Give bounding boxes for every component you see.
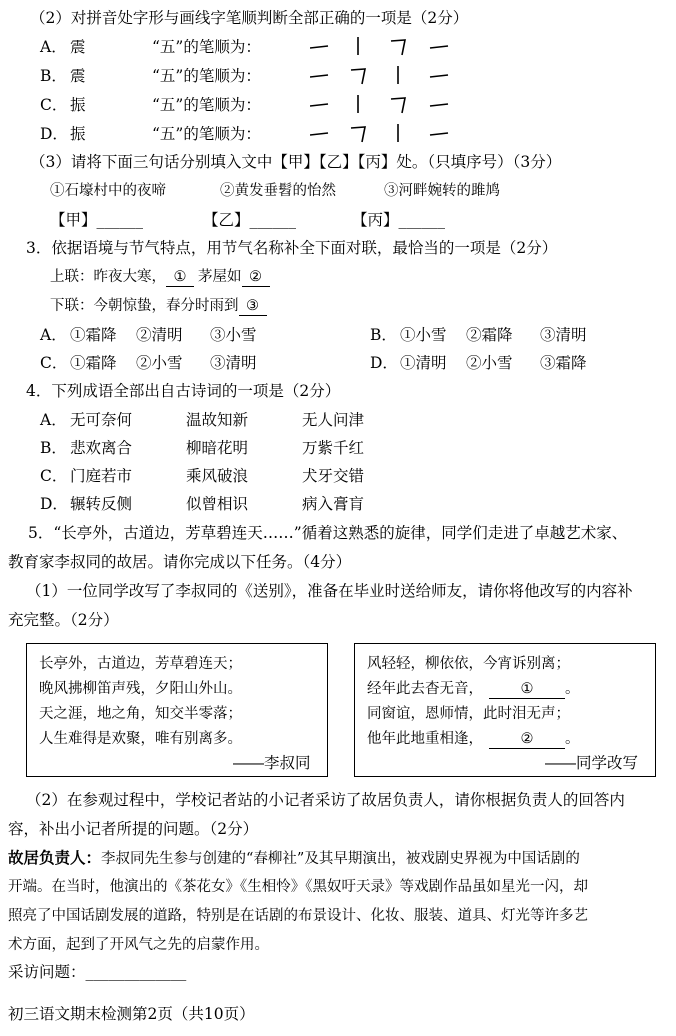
poem-left-author: ——李叔同 xyxy=(233,755,311,772)
answer-line-2: 开端。在当时，他演出的《茶花女》《生相怜》《黑奴吁天录》等戏剧作品虽如星光一闪，却 xyxy=(8,879,588,895)
q3-blank-bing[interactable]: 【丙】______ xyxy=(352,211,446,229)
stroke-order-icon xyxy=(310,122,470,146)
couplet-blank-3[interactable]: ③ xyxy=(239,297,267,316)
answer-line-4: 术方面，起到了开风气之先的启蒙作用。 xyxy=(8,937,269,953)
couplet-lower-prefix: 下联：今朝惊蛰，春分时雨到 xyxy=(50,298,239,314)
q3main-option-letter[interactable]: D． xyxy=(370,354,398,372)
couplet-upper-prefix: 上联：昨夜大寒， xyxy=(50,269,166,285)
answer-line-1 xyxy=(8,848,580,869)
q3main-option-b: ②小雪 xyxy=(466,354,513,372)
poem-right-author: ——同学改写 xyxy=(545,755,639,772)
speaker-label: 故居负责人： xyxy=(8,850,102,867)
poem-blank-1[interactable]: ① xyxy=(489,680,565,699)
q2-option-char: 震 xyxy=(70,38,86,56)
q5-stem-line2: 教育家李叔同的故居。请你完成以下任务。（4分） xyxy=(8,553,352,571)
q2-option-letter[interactable]: B． xyxy=(40,67,67,85)
q2-option-letter[interactable]: C． xyxy=(40,96,68,114)
q4-option-c: 万紫千红 xyxy=(302,439,365,457)
poem-left-line-1: 长亭外，古道边，芳草碧连天； xyxy=(39,656,242,672)
poem-right-line-2-prefix: 经年此去杳无音， xyxy=(367,681,483,697)
q4-option-c: 病入膏肓 xyxy=(302,495,365,513)
q3main-stem: 3．依据语境与节气特点，用节气名称补全下面对联，最恰当的一项是（2分） xyxy=(26,239,558,257)
q3main-option-b: ②小雪 xyxy=(136,354,183,372)
q4-option-a: 悲欢离合 xyxy=(70,439,133,457)
q4-option-letter[interactable]: D． xyxy=(40,495,68,513)
q3main-option-a: ①霜降 xyxy=(70,326,117,344)
poem-box-rewrite xyxy=(354,643,656,777)
q4-stem: 4．下列成语全部出自古诗词的一项是（2分） xyxy=(26,382,341,400)
interview-label: 采访问题： xyxy=(8,963,86,981)
q2-option-letter[interactable]: D． xyxy=(40,125,68,143)
q4-option-a: 辗转反侧 xyxy=(70,495,133,513)
stroke-order-icon xyxy=(310,64,470,88)
stroke-order-icon xyxy=(310,35,470,59)
poem-right-line-2 xyxy=(367,679,580,699)
stroke-order-icon xyxy=(310,93,470,117)
q5-stem-line1: 5．“长亭外，古道边，芳草碧连天……”循着这熟悉的旋律，同学们走进了卓越艺术家、 xyxy=(28,524,628,542)
q4-option-c: 无人问津 xyxy=(302,411,365,429)
q5-sub1-line2: 充完整。（2分） xyxy=(8,611,119,629)
poem-right-line-1: 风轻轻，柳依依，今宵诉别离； xyxy=(367,656,570,672)
q4-option-a: 无可奈何 xyxy=(70,411,133,429)
q2-option-char: 振 xyxy=(70,96,86,114)
interview-blank[interactable]: _____________ xyxy=(85,963,187,981)
couplet-upper-mid: 茅屋如 xyxy=(198,269,242,285)
q2-option-label: “五”的笔顺为： xyxy=(152,38,261,56)
q5-sub2-line1: （2）在参观过程中，学校记者站的小记者采访了故居负责人，请你根据负责人的回答内 xyxy=(26,791,625,809)
couplet-upper xyxy=(50,267,270,287)
poem-box-original xyxy=(26,643,328,777)
q4-option-letter[interactable]: B． xyxy=(40,439,67,457)
poem-right-line-2-suffix: 。 xyxy=(565,681,580,697)
q5-sub1-line1: （1）一位同学改写了李叔同的《送别》，准备在毕业时送给师友，请你将他改写的内容补 xyxy=(26,582,633,600)
poem-right-line-4-prefix: 他年此地重相逢， xyxy=(367,731,483,747)
q3-blank-yi[interactable]: 【乙】______ xyxy=(203,211,297,229)
q4-option-c: 犬牙交错 xyxy=(302,467,365,485)
q2-option-label: “五”的笔顺为： xyxy=(152,96,261,114)
couplet-lower xyxy=(50,296,267,316)
q3-sentence-2: ②黄发垂髫的怡然 xyxy=(220,183,336,199)
q2-stem: （2）对拼音处字形与画线字笔顺判断全部正确的一项是（2分） xyxy=(30,9,469,27)
q3-blank-jia[interactable]: 【甲】______ xyxy=(50,211,144,229)
q3main-option-c: ③清明 xyxy=(210,354,257,372)
q4-option-letter[interactable]: C． xyxy=(40,467,68,485)
q4-option-b: 柳暗花明 xyxy=(186,439,249,457)
q3main-option-a: ①小雪 xyxy=(400,326,447,344)
q2-option-label: “五”的笔顺为： xyxy=(152,67,261,85)
q4-option-b: 似曾相识 xyxy=(186,495,249,513)
poem-left-line-4: 人生难得是欢聚，唯有别离多。 xyxy=(39,731,242,747)
q4-option-b: 温故知新 xyxy=(186,411,249,429)
q3-sentence-3: ③河畔婉转的雎鸠 xyxy=(384,183,500,199)
q3main-option-b: ②清明 xyxy=(136,326,183,344)
q3main-option-letter[interactable]: C． xyxy=(40,354,68,372)
interview-line xyxy=(8,962,186,982)
q3-sentence-1: ①石壕村中的夜啼 xyxy=(50,183,166,199)
q3main-option-b: ②霜降 xyxy=(466,326,513,344)
q4-option-b: 乘风破浪 xyxy=(186,467,249,485)
q2-option-char: 振 xyxy=(70,125,86,143)
q4-option-a: 门庭若市 xyxy=(70,467,133,485)
page-footer: 初三语文期末检测第2页（共10页） xyxy=(8,1005,255,1023)
answer-line-3: 照亮了中国话剧发展的道路，特别是在话剧的布景设计、化妆、服装、道具、灯光等许多艺 xyxy=(8,908,588,924)
poem-left-line-3: 天之涯，地之角，知交半零落； xyxy=(39,706,242,722)
poem-right-line-4 xyxy=(367,729,580,749)
q2-option-char: 震 xyxy=(70,67,86,85)
q3main-option-letter[interactable]: B． xyxy=(370,326,397,344)
poem-left-line-2: 晚风拂柳笛声残，夕阳山外山。 xyxy=(39,681,242,697)
q4-option-letter[interactable]: A． xyxy=(40,411,67,429)
couplet-blank-1[interactable]: ① xyxy=(166,268,194,287)
q3main-option-c: ③清明 xyxy=(540,326,587,344)
poem-blank-2[interactable]: ② xyxy=(489,730,565,749)
q3main-option-c: ③小雪 xyxy=(210,326,257,344)
q3main-option-a: ①清明 xyxy=(400,354,447,372)
q5-sub2-line2: 容，补出小记者所提的问题。（2分） xyxy=(8,820,259,838)
q2-option-label: “五”的笔顺为： xyxy=(152,125,261,143)
q3main-option-c: ③霜降 xyxy=(540,354,587,372)
q3main-option-a: ①霜降 xyxy=(70,354,117,372)
poem-right-line-4-suffix: 。 xyxy=(565,731,580,747)
answer-text-1: 李叔同先生参与创建的“春柳社”及其早期演出，被戏剧史界视为中国话剧的 xyxy=(101,851,580,867)
q2-option-letter[interactable]: A． xyxy=(40,38,67,56)
couplet-blank-2[interactable]: ② xyxy=(242,268,270,287)
q3-stem: （3）请将下面三句话分别填入文中【甲】【乙】【丙】处。（只填序号）（3分） xyxy=(30,153,562,171)
q3main-option-letter[interactable]: A． xyxy=(40,326,67,344)
poem-right-line-3: 同窗谊，恩师情，此时泪无声； xyxy=(367,706,570,722)
